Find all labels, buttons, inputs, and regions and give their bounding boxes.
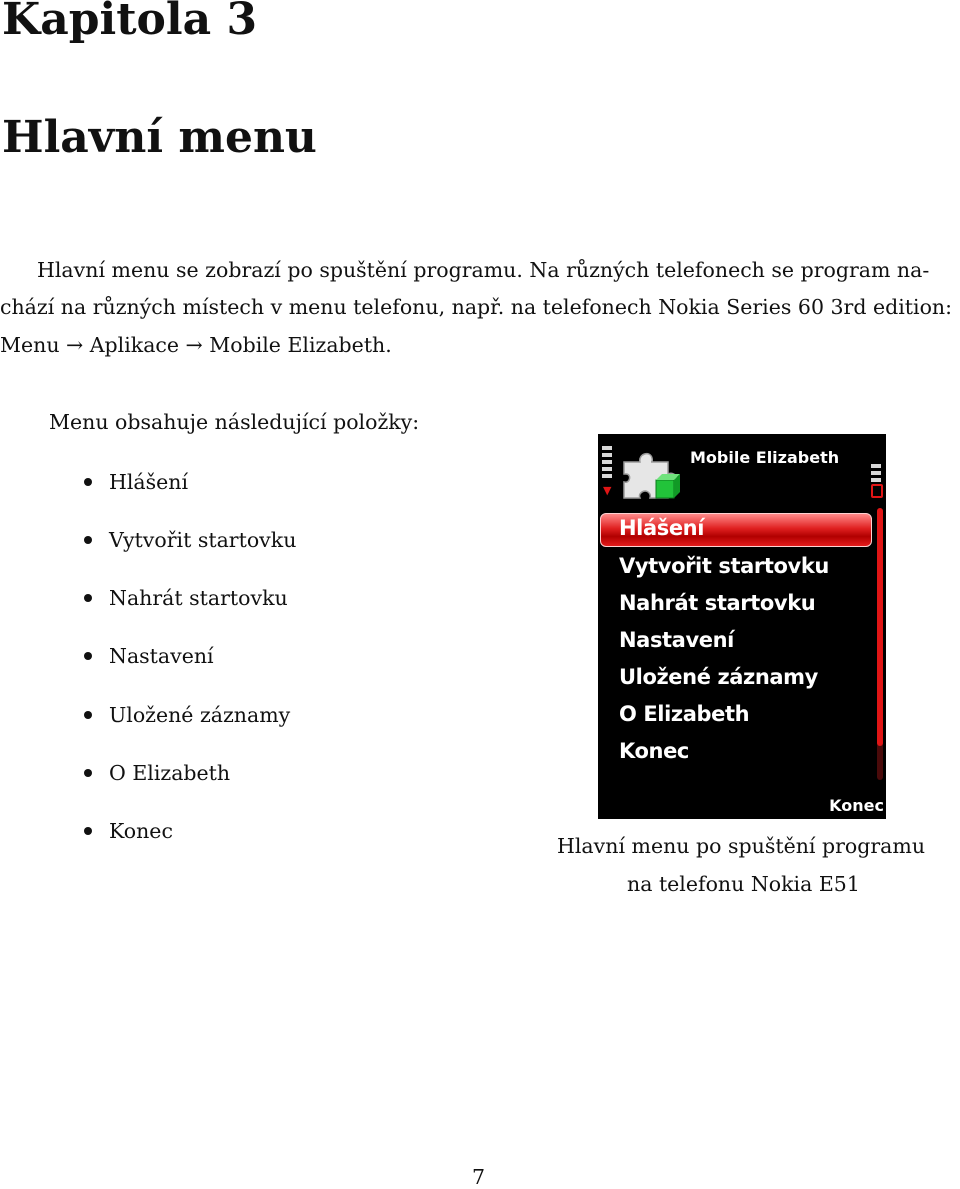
paragraph-line: chází na různých místech v menu telefonu, např. na telefonech Nokia Series 60 3rd edition: [0,295,953,319]
paragraph-line: Menu → Aplikace → Mobile Elizabeth. [0,333,392,357]
bullet-icon [84,594,92,602]
battery-bar [871,471,881,475]
bullet-icon [84,536,92,544]
app-title: Mobile Elizabeth [690,448,840,467]
list-item [84,761,230,785]
phone-screenshot [598,434,886,819]
list-item [84,703,290,727]
battery-bar [871,478,881,482]
list-item-label: O Elizabeth [109,761,231,785]
list-intro: Menu obsahuje následující položky: [49,410,420,434]
signal-bar [602,467,612,471]
signal-bar [602,474,612,478]
list-item-label: Hlášení [109,470,189,494]
puzzle-piece-icon [616,440,688,504]
list-item [84,819,173,843]
chapter-label: Kapitola 3 [2,0,258,45]
antenna-icon: ▼ [603,484,612,497]
list-item-label: Nahrát startovku [109,586,288,610]
list-item [84,586,288,610]
figure-caption: Hlavní menu po spuštění programu [557,834,926,858]
phone-menu-item[interactable]: Konec [619,739,689,763]
bullet-icon [84,478,92,486]
phone-menu-item[interactable]: O Elizabeth [619,702,750,726]
list-item [84,644,214,668]
phone-menu-item[interactable]: Nahrát startovku [619,591,816,615]
phone-menu-item[interactable]: Nastavení [619,628,734,652]
phone-menu-item[interactable]: Hlášení [619,516,705,540]
phone-menu-item[interactable]: Vytvořit startovku [619,554,829,578]
bullet-icon [84,652,92,660]
scrollbar-thumb[interactable] [877,508,883,746]
phone-menu-item[interactable]: Uložené záznamy [619,665,818,689]
battery-bar [871,464,881,468]
signal-bar [602,453,612,457]
list-item-label: Nastavení [109,644,214,668]
right-softkey[interactable]: Konec [829,796,884,815]
list-item-label: Uložené záznamy [109,703,291,727]
signal-bar [602,460,612,464]
list-item-label: Konec [109,819,173,843]
bullet-icon [84,769,92,777]
page-number: 7 [472,1165,486,1189]
list-item [84,528,296,552]
figure-caption: na telefonu Nokia E51 [627,872,860,896]
paragraph-line: Hlavní menu se zobrazí po spuštění programu. Na různých telefonech se program na- [37,258,930,282]
bullet-icon [84,827,92,835]
bullet-icon [84,711,92,719]
signal-bar [602,446,612,450]
list-item [84,470,188,494]
list-item-label: Vytvořit startovku [109,528,297,552]
chapter-title: Hlavní menu [2,112,317,163]
battery-icon [871,484,883,498]
